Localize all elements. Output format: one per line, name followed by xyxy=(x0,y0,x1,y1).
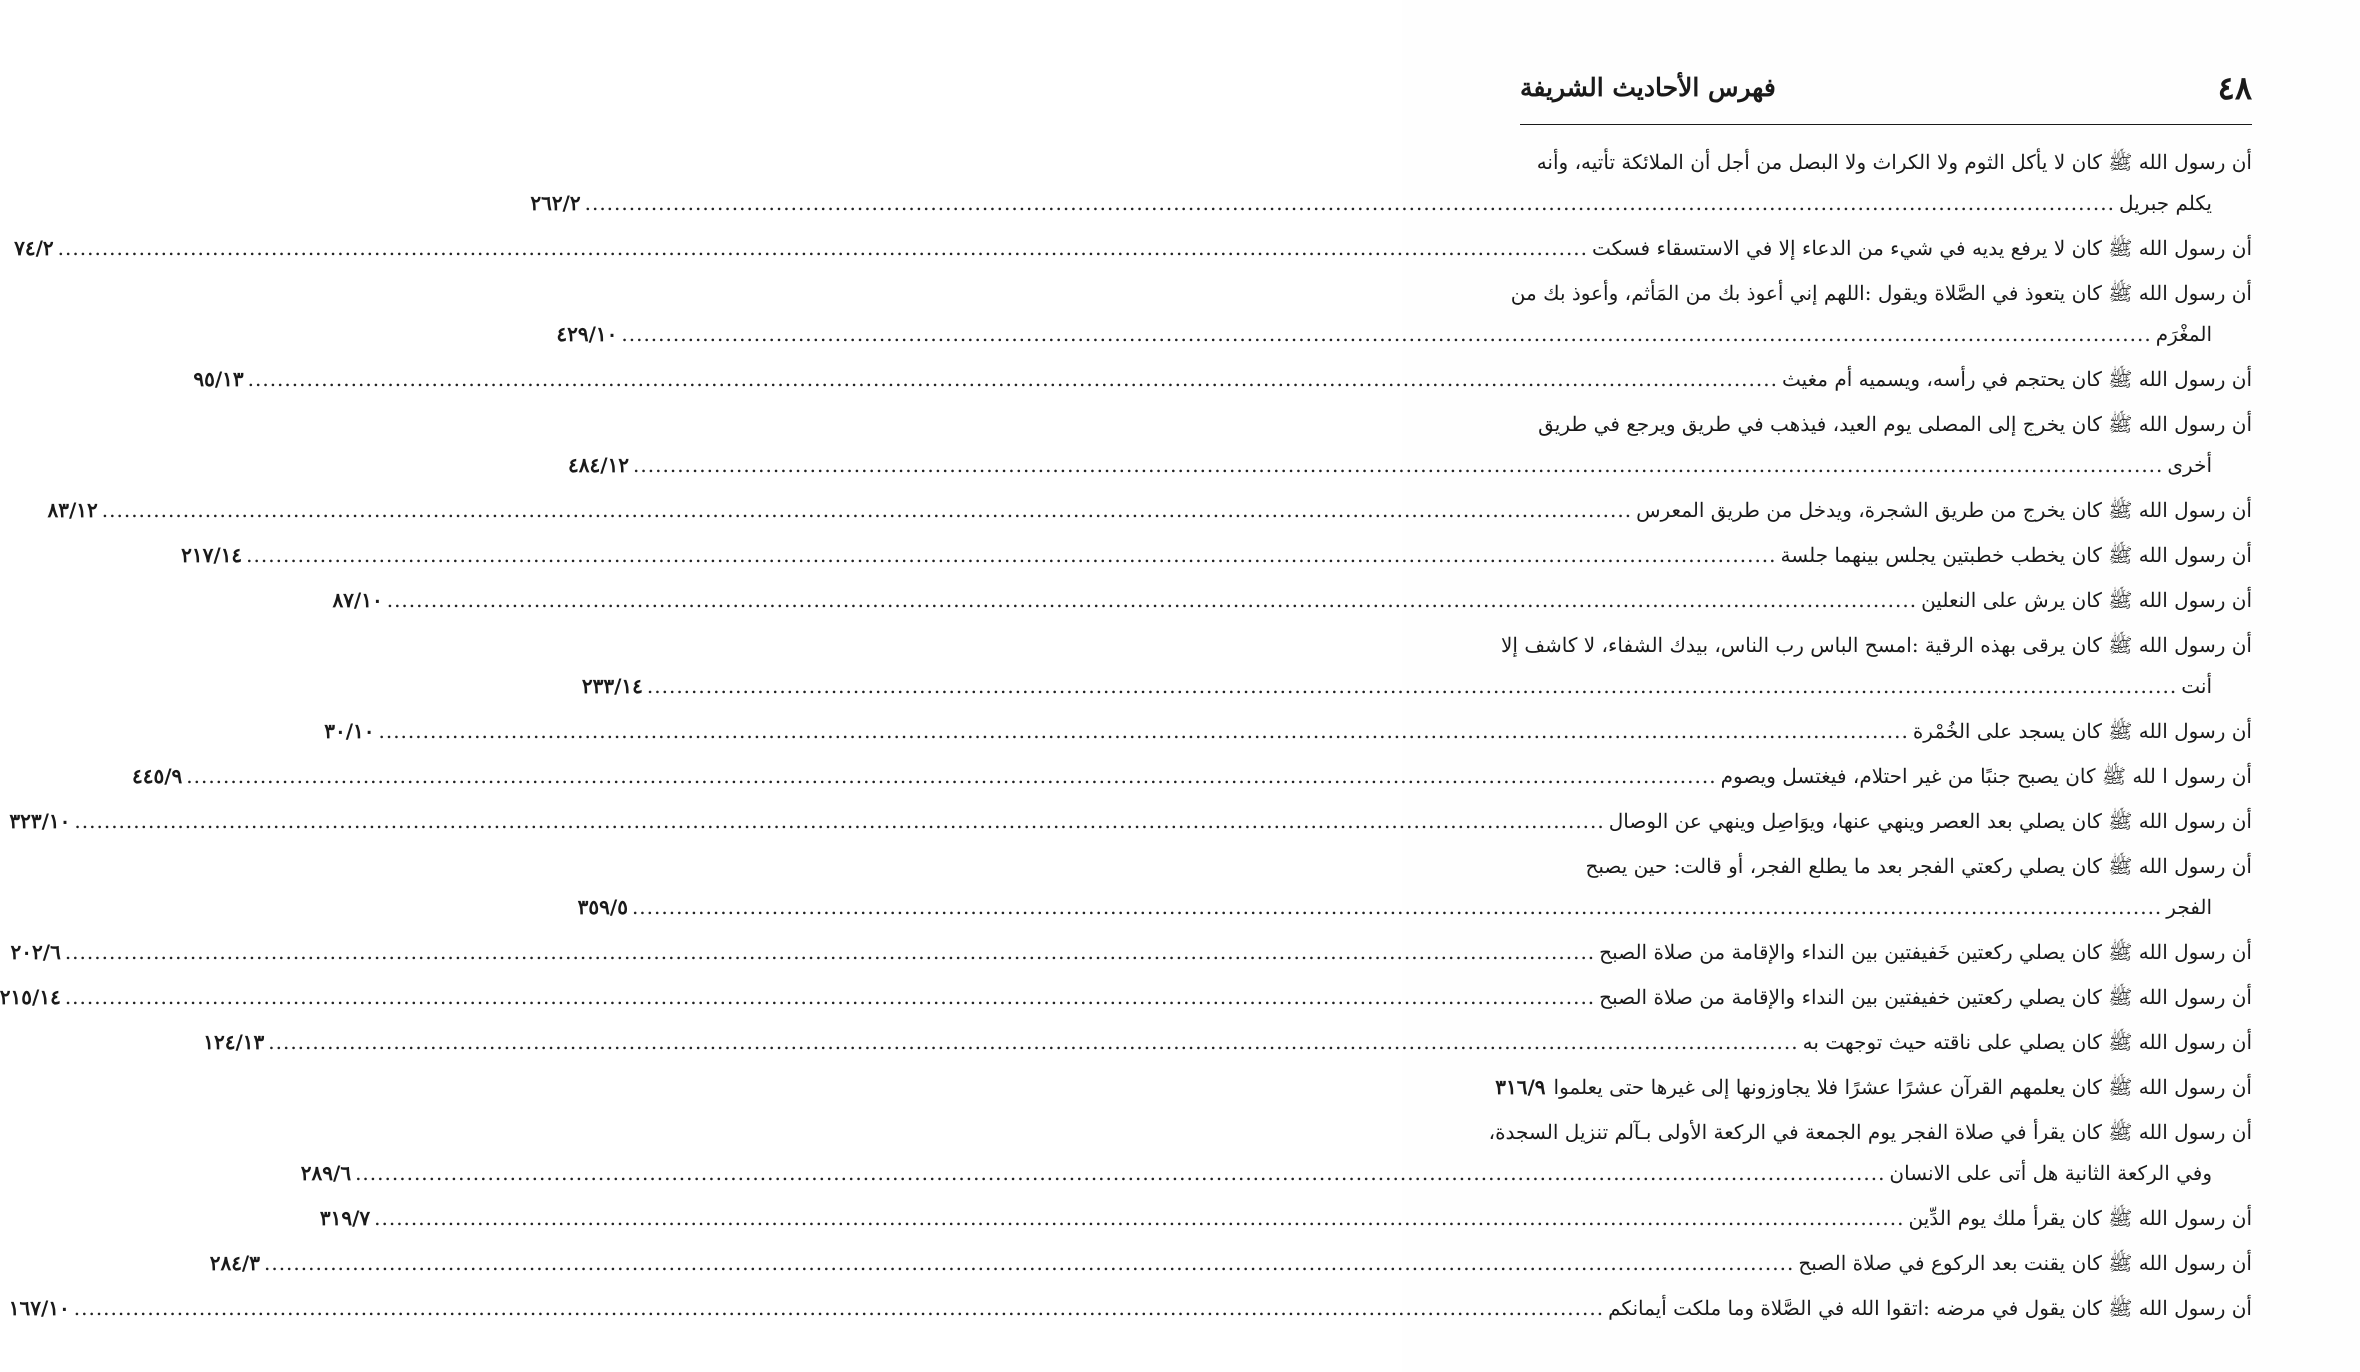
hadith-text: أن رسول الله ﷺ كان يقنت بعد الركوع في صلاة الصبح xyxy=(1798,1251,2252,1275)
entry-line xyxy=(577,887,2252,928)
volume-page-ref: ٣١٦/٩ xyxy=(1495,1075,1546,1099)
hadith-text: أن رسول الله ﷺ كان يرقى بهذه الرقية :امسح الباس رب الناس، بيدك الشفاء، لا كاشف إلا xyxy=(1501,633,2252,657)
hadith-text: الفجر xyxy=(2166,895,2212,919)
index-entry xyxy=(568,404,2252,486)
hadith-text: أنت xyxy=(2181,674,2212,698)
hadith-text: أن رسول ا لله ﷺ كان يصبح جنبًا من غير احتلام، فيغتسل ويصوم xyxy=(1720,764,2252,788)
dot-leader xyxy=(246,535,1776,576)
index-entry xyxy=(556,273,2252,355)
dot-leader xyxy=(264,1243,1794,1284)
index-entry xyxy=(530,142,2252,224)
index-entry xyxy=(324,711,2252,752)
volume-page-ref: ٢١٧/١٤ xyxy=(181,543,243,567)
entry-line xyxy=(1501,625,2252,666)
header-rule xyxy=(1520,124,2252,125)
hadith-text: يكلم جبريل xyxy=(2118,191,2212,215)
volume-page-ref: ٢٨٩/٦ xyxy=(300,1161,352,1185)
index-entry xyxy=(10,932,2252,973)
index-entry xyxy=(14,228,2252,269)
dot-leader xyxy=(633,445,2163,486)
volume-page-ref: ٨٣/١٢ xyxy=(47,498,98,522)
entry-line xyxy=(10,932,2252,973)
dot-leader xyxy=(65,977,1595,1018)
dot-leader xyxy=(186,756,1716,797)
volume-page-ref: ٢٣٣/١٤ xyxy=(581,674,643,698)
page-header xyxy=(1520,66,2252,110)
entry-line xyxy=(47,490,2252,531)
index-entry xyxy=(47,490,2252,531)
dot-leader xyxy=(621,314,2151,355)
volume-page-ref: ٢١٥/١٤ xyxy=(0,985,61,1009)
hadith-text: أن رسول الله ﷺ كان يصلي ركعتين خفيفتين بين النداء والإقامة من صلاة الصبح xyxy=(1599,985,2252,1009)
entry-line xyxy=(181,535,2252,576)
hadith-text: وفي الركعة الثانية هل أتى على الانسان xyxy=(1889,1161,2212,1185)
dot-leader xyxy=(74,1288,1604,1329)
hadith-text: أن رسول الله ﷺ كان لا يرفع يديه في شيء من الدعاء إلا في الاستسقاء فسكت xyxy=(1592,236,2252,260)
hadith-text: أن رسول الله ﷺ كان يخطب خطبتين يجلس بينهما جلسة xyxy=(1780,543,2252,567)
hadith-text: أن رسول الله ﷺ كان يسجد على الخُمْرة xyxy=(1912,719,2252,743)
hadith-text: أن رسول الله ﷺ كان يصلي ركعتي الفجر بعد ما يطلع الفجر، أو قالت: حين يصبح xyxy=(1585,854,2252,878)
index-entry xyxy=(300,1112,2252,1194)
entry-line xyxy=(1510,273,2252,314)
hadith-text: أن رسول الله ﷺ كان يرش على النعلين xyxy=(1921,588,2252,612)
dot-leader xyxy=(378,711,1908,752)
dot-leader xyxy=(102,490,1632,531)
entry-line xyxy=(1495,1067,2252,1108)
volume-page-ref: ٣٥٩/٥ xyxy=(577,895,628,919)
dot-leader xyxy=(355,1153,1885,1194)
volume-page-ref: ٣٠/١٠ xyxy=(324,719,375,743)
volume-page-ref: ٧٤/٢ xyxy=(14,236,54,260)
index-entry xyxy=(131,756,2252,797)
hadith-text: أن رسول الله ﷺ كان يخرج إلى المصلى يوم العيد، فيذهب في طريق ويرجع في طريق xyxy=(1538,412,2252,436)
hadith-text: أن رسول الله ﷺ كان يقرأ ملك يوم الدِّين xyxy=(1908,1206,2252,1230)
entry-line xyxy=(193,359,2252,400)
hadith-text: أن رسول الله ﷺ كان لا يأكل الثوم ولا الكراث ولا البصل من أجل أن الملائكة تأتيه، وأنه xyxy=(1536,150,2252,174)
volume-page-ref: ٣٢٣/١٠ xyxy=(9,809,71,833)
entry-line xyxy=(8,1288,2252,1329)
entry-line xyxy=(1520,404,2252,445)
volume-page-ref: ٨٧/١٠ xyxy=(332,588,383,612)
entry-line xyxy=(209,1243,2252,1284)
hadith-text: أن رسول الله ﷺ كان يعلمهم القرآن عشرًا عشرًا فلا يجاوزونها إلى غيرها حتى يعلموا xyxy=(1553,1075,2252,1099)
dot-leader xyxy=(248,359,1778,400)
index-entry xyxy=(203,1022,2252,1063)
hadith-text: أن رسول الله ﷺ كان يحتجم في رأسه، ويسميه أم مغيث xyxy=(1781,367,2252,391)
hadith-text: أن رسول الله ﷺ كان يخرج من طريق الشجرة، ويدخل من طريق المعرس xyxy=(1636,498,2252,522)
entry-line xyxy=(300,1153,2252,1194)
hadith-text: أن رسول الله ﷺ كان يقرأ في صلاة الفجر يوم الجمعة في الركعة الأولى بـآلم تنزيل السجدة، xyxy=(1488,1120,2252,1144)
entry-line xyxy=(1488,1112,2252,1153)
dot-leader xyxy=(374,1198,1904,1239)
index-entry xyxy=(181,535,2252,576)
volume-page-ref: ١٢٤/١٣ xyxy=(203,1030,265,1054)
entry-line xyxy=(1520,846,2252,887)
hadith-text: أخرى xyxy=(2167,453,2212,477)
index-entry xyxy=(193,359,2252,400)
hadith-text: أن رسول الله ﷺ كان يتعوذ في الصَّلاة ويقول :اللهم إني أعوذ بك من المَأثم، وأعوذ بك من xyxy=(1510,281,2252,305)
index-entry xyxy=(332,580,2252,621)
entry-line xyxy=(0,977,2252,1018)
volume-page-ref: ٤٨٤/١٢ xyxy=(568,453,630,477)
hadith-text: أن رسول الله ﷺ كان يصلي على ناقته حيث توجهت به xyxy=(1802,1030,2252,1054)
dot-leader xyxy=(632,887,2162,928)
volume-page-ref: ١٦٧/١٠ xyxy=(8,1296,70,1320)
entry-line xyxy=(319,1198,2252,1239)
dot-leader xyxy=(647,666,2177,707)
entry-line xyxy=(1520,142,2252,183)
index-entry xyxy=(209,1243,2252,1284)
entry-line xyxy=(568,445,2252,486)
entry-line xyxy=(9,801,2252,842)
hadith-text: المغْرَم xyxy=(2155,322,2212,346)
volume-page-ref: ٣١٩/٧ xyxy=(319,1206,371,1230)
index-entry xyxy=(8,1288,2252,1329)
hadith-text: أن رسول الله ﷺ كان يصلي بعد العصر وينهي عنها، ويوَاصِل وينهي عن الوصال xyxy=(1608,809,2252,833)
entry-line xyxy=(581,666,2252,707)
volume-page-ref: ٢٠٢/٦ xyxy=(10,940,61,964)
index-entry xyxy=(319,1198,2252,1239)
entry-line xyxy=(332,580,2252,621)
hadith-text: أن رسول الله ﷺ كان يصلي ركعتين خَفيفتين بين النداء والإقامة من صلاة الصبح xyxy=(1599,940,2252,964)
entry-line xyxy=(324,711,2252,752)
index-entry xyxy=(0,977,2252,1018)
dot-leader xyxy=(65,932,1595,973)
running-title: فهرس الأحاديث الشريفة xyxy=(1520,73,1776,102)
entry-line xyxy=(14,228,2252,269)
volume-page-ref: ٢٦٢/٢ xyxy=(530,191,581,215)
index-entry xyxy=(577,846,2252,928)
volume-page-ref: ٢٨٤/٣ xyxy=(209,1251,260,1275)
hadith-text: أن رسول الله ﷺ كان يقول في مرضه :اتقوا الله في الصَّلاة وما ملكت أيمانكم xyxy=(1608,1296,2252,1320)
dot-leader xyxy=(387,580,1917,621)
entry-line xyxy=(131,756,2252,797)
entry-line xyxy=(530,183,2252,224)
index-entry xyxy=(9,801,2252,842)
volume-page-ref: ٩٥/١٣ xyxy=(193,367,244,391)
index-entry xyxy=(1495,1067,2252,1108)
dot-leader xyxy=(268,1022,1798,1063)
dot-leader xyxy=(585,183,2115,224)
hadith-index-list xyxy=(0,142,2252,1333)
index-entry xyxy=(581,625,2252,707)
dot-leader xyxy=(74,801,1604,842)
volume-page-ref: ٤٢٩/١٠ xyxy=(556,322,618,346)
entry-line xyxy=(556,314,2252,355)
dot-leader xyxy=(58,228,1588,269)
entry-line xyxy=(203,1022,2252,1063)
page-number: ٤٨ xyxy=(2217,69,2252,107)
volume-page-ref: ٤٤٥/٩ xyxy=(131,764,183,788)
